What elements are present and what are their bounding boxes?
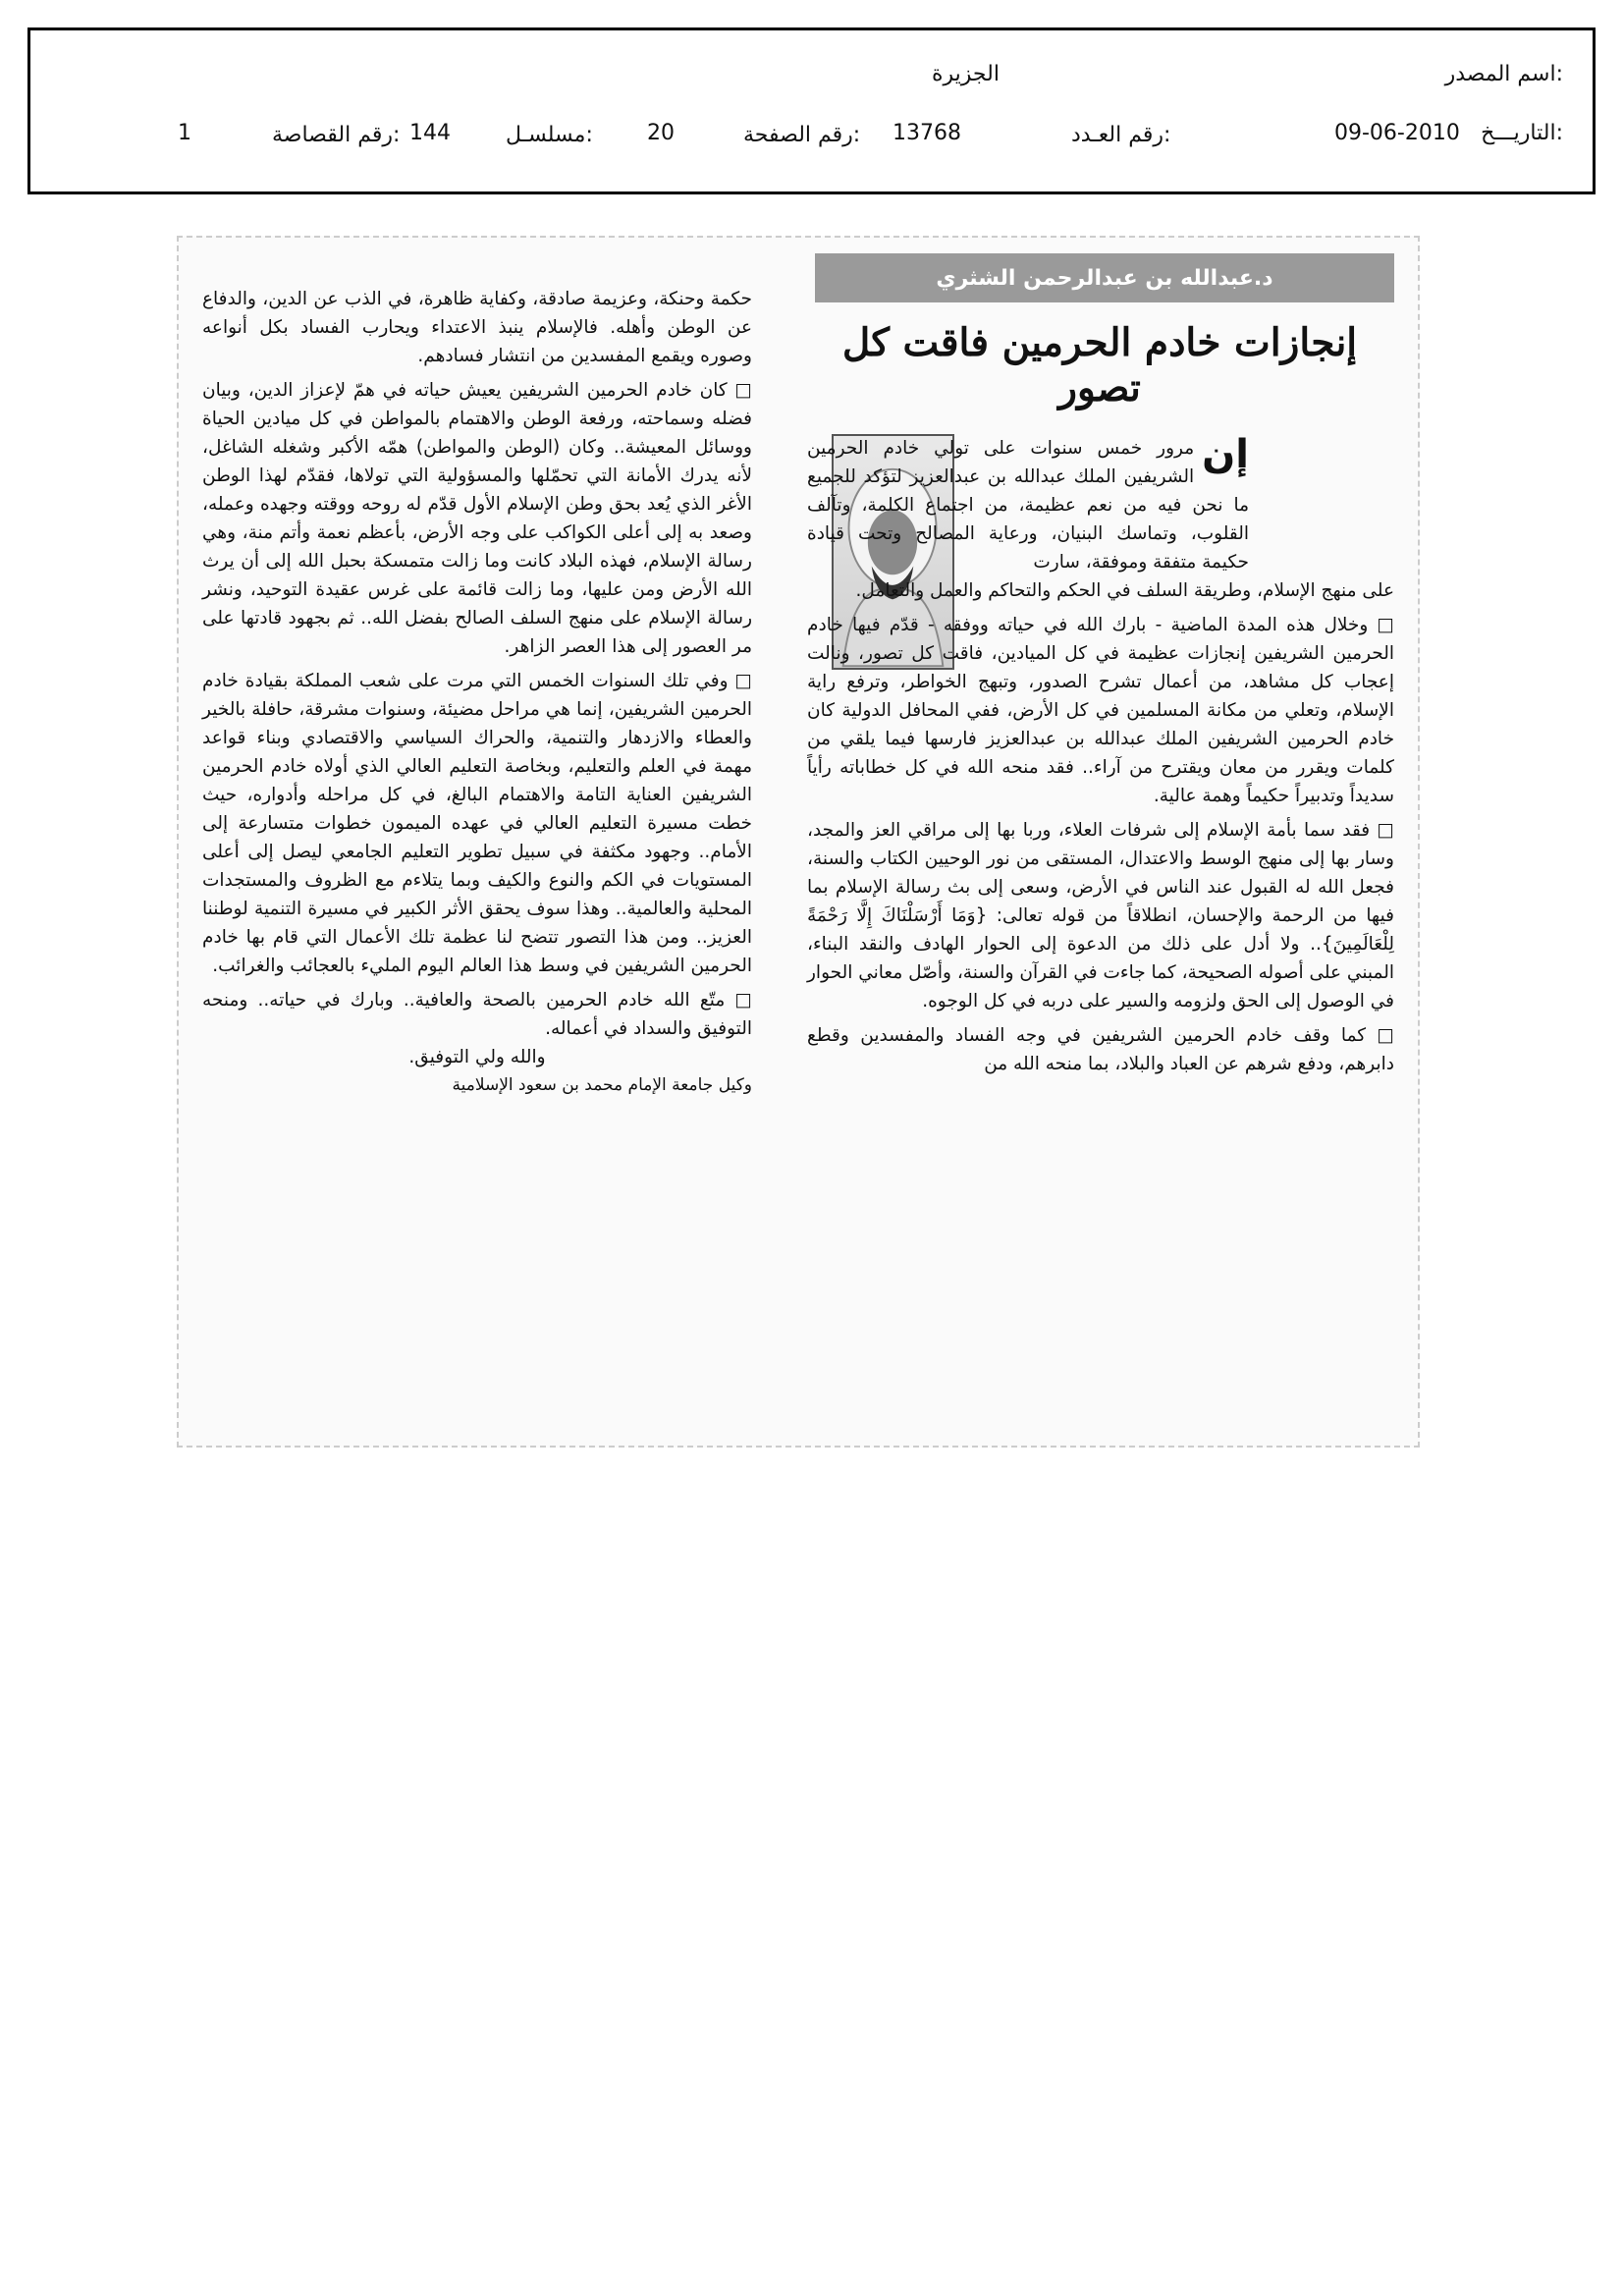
drop-cap: إن — [1202, 432, 1249, 477]
issue-value: 13768 — [893, 121, 961, 145]
article-title: إنجازات خادم الحرمين فاقت كل تصور — [841, 320, 1358, 410]
author-byline: د.عبدالله بن عبدالرحمن الشثري — [815, 253, 1394, 302]
article-column-right — [807, 434, 1394, 1078]
serial-label: مسلسـل: — [506, 123, 593, 147]
paragraph: □ وخلال هذه المدة الماضية - بارك الله في حياته ووفقه - قدّم فيها خادم الحرمين الشريفين إنجازات عظيمة في كل الميادين، فاقت كل تصور، ونالت إعجاب كل مشاهد، من أعمال تشرح الصدور، وتبهج الخواطر، وترفع راية الإسلام، وتعلي من مكانة المسلمين في كل الأرض، ففي المحافل الدولية كان خادم الحرمين الشريفين الملك عبدالله بن عبدالعزيز فارسها فيما يلقي من كلمات ويقرر من معان ويقترح من آراء.. فقد منحه الله في كل خطاباته رأياً سديداً وتدبيراً حكيماً وهمة عالية. — [807, 615, 1394, 806]
newspaper-clipping — [177, 236, 1420, 1448]
page-value: 20 — [647, 121, 675, 145]
date-label: التاريـــخ: — [1481, 121, 1563, 145]
paragraph: حكمة وحنكة، وعزيمة صادقة، وكفاية ظاهرة، في الذب عن الدين، والدفاع عن الوطن وأهله. فالإسلام ينبذ الاعتداء ويحارب الفساد بكل أنواعه وصوره ويقمع المفسدين من انتشار فسادهم. — [202, 289, 752, 366]
date-value: 09-06-2010 — [1334, 121, 1460, 145]
paragraph: □ وفي تلك السنوات الخمس التي مرت على شعب المملكة بقيادة خادم الحرمين الشريفين، إنما هي مراحل مضيئة، وسنوات مشرقة، حافلة بالخير والعطاء والازدهار والتنمية، والحراك السياسي والاقتصادي وبناء قواعد مهمة في العلم والتعليم، وبخاصة التعليم العالي الذي أولاه خادم الحرمين الشريفين العناية التامة والاهتمام البالغ، في كل مراحله وأدواره، حيث خطت مسيرة التعليم العالي في عهده الميمون خطوات متسارعة إلى الأمام.. وجهود مكثفة في سبيل تطوير التعليم الجامعي ليصل إلى أعلى المستويات في الكم والنوع والكيف وبما يتلاءم مع الظروف والمستجدات المحلية والعالمية.. وهذا سوف يحقق الأثر الكبير في مسيرة التنمية لوطننا العزيز.. ومن هذا التصور تتضح لنا عظمة تلك الأعمال التي قام بها خادم الحرمين الشريفين في وسط هذا العالم اليوم المليء بالعجائب والغرائب. — [202, 671, 752, 976]
serial-value: 144 — [409, 121, 451, 145]
clip-label: رقم القصاصة: — [272, 123, 401, 147]
clipping-header — [27, 27, 1596, 194]
clip-value: 1 — [178, 121, 191, 145]
paragraph-lead-tail: على منهج الإسلام، وطريقة السلف في الحكم والتحاكم والعمل والتعامل. — [855, 580, 1394, 601]
paragraph: □ كما وقف خادم الحرمين الشريفين في وجه الفساد والمفسدين وقطع دابرهم، ودفع شرهم عن العباد والبلاد، بما منحه الله من — [807, 1025, 1394, 1074]
paragraph: □ متّع الله خادم الحرمين بالصحة والعافية.. وبارك في حياته.. ومنحه التوفيق والسداد في أعماله. — [202, 990, 752, 1039]
page-label: رقم الصفحة: — [743, 123, 861, 147]
source-value: الجزيرة — [932, 62, 1000, 86]
article-column-left — [202, 285, 752, 1100]
paragraph-lead: مرور خمس سنوات على تولي خادم الحرمين الشريفين الملك عبدالله بن عبدالعزيز لتؤكد للجميع ما نحن فيه من نعم عظيمة، من اجتماع الكلمة، وتآلف القلوب، وتماسك البنيان، ورعاية المصالح وتحت قيادة حكيمة متفقة وموفقة، سارت — [807, 438, 1249, 573]
closing-line: والله ولي التوفيق. — [408, 1047, 546, 1067]
source-label: اسم المصدر: — [1444, 62, 1563, 86]
issue-label: رقم العـدد: — [1071, 123, 1171, 147]
paragraph: □ كان خادم الحرمين الشريفين يعيش حياته في همّ لإعزاز الدين، وبيان فضله وسماحته، ورفعة الوطن والاهتمام بالمواطن في كل ميادين الحياة ووسائل المعيشة.. وكان (الوطن والمواطن) همّه الأكبر وشغله الشاغل، لأنه يدرك الأمانة التي تحمّلها والمسؤولية التي تولاها، فقدّم لهذا الوطن الأغر الذي يُعد بحق وطن الإسلام الأول قدّم له روحه ووقته وجهده وعمله، وصعد به إلى أعلى الكواكب على وجه الأرض، بأعظم نعمة وأتم منة، وهي رسالة الإسلام، فهذه البلاد كانت وما زالت متمسكة بحبل الله إلى أن يرث الله الأرض ومن عليها، وما زالت قائمة على غرس عقيدة التوحيد، ونشر رسالة الإسلام على منهج السلف الصالح بفضل الله.. ثم بجهود قادتها على مر العصور إلى هذا العصر الزاهر. — [202, 380, 752, 657]
author-signature: وكيل جامعة الإمام محمد بن سعود الإسلامية — [452, 1075, 752, 1095]
paragraph: □ فقد سما بأمة الإسلام إلى شرفات العلاء، وربا بها إلى مراقي العز والمجد، وسار بها إلى منهج الوسط والاعتدال، المستقى من نور الوحيين الكتاب والسنة، فجعل الله له القبول عند الناس في الأرض، وسعى إلى بث رسالة الإسلام بما فيها من الرحمة والإحسان، انطلاقاً من قوله تعالى: {وَمَا أَرْسَلْنَاكَ إِلَّا رَحْمَةً لِلْعَالَمِينَ}.. ولا أدل على ذلك من الدعوة إلى الحوار الهادف والنقد البناء، المبني على أصوله الصحيحة، كما جاءت في القرآن والسنة، وأصّل معاني الحوار في الوصول إلى الحق ولزومه والسير على دربه في كل الوجوه. — [807, 820, 1394, 1011]
